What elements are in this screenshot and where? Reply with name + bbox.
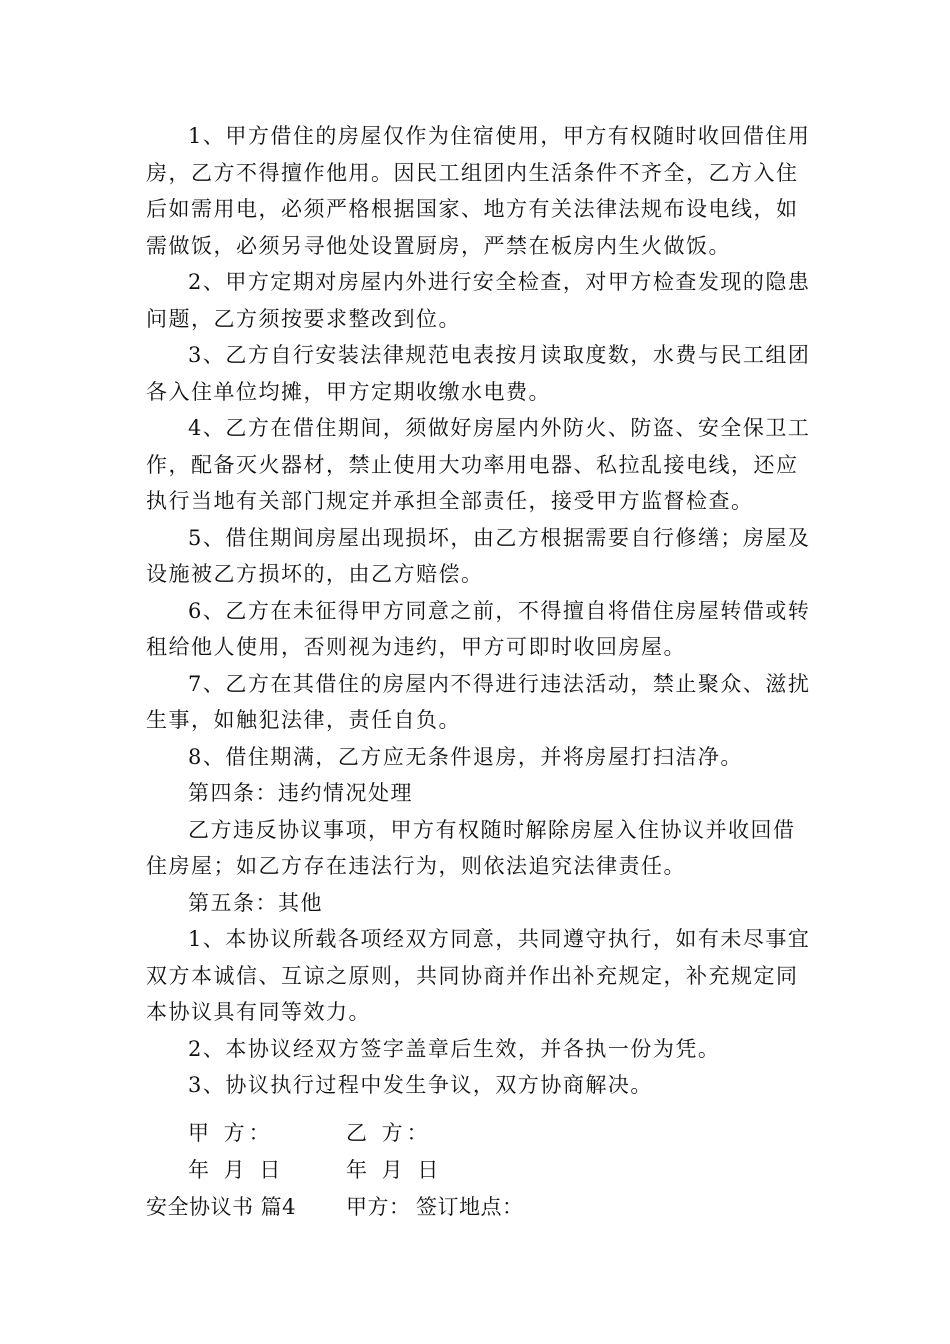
section-title: 安全协议书 篇4 — [146, 1195, 297, 1219]
paragraph — [146, 410, 818, 520]
paragraph-line: 双方本诚信、互谅之原则，共同协商并作出补充规定，补充规定同 — [146, 963, 799, 988]
paragraph-line: 设施被乙方损坏的，由乙方赔偿。 — [146, 562, 484, 586]
footer-party-a: 甲方： — [346, 1195, 411, 1219]
paragraph-line: 租给他人使用，否则视为违约，甲方可即时收回房屋。 — [146, 635, 686, 659]
paragraph — [146, 666, 818, 739]
signature-party-b: 乙 方： — [346, 1121, 432, 1145]
paragraph-line: 8、借住期满，乙方应无条件退房，并将房屋打扫洁净。 — [188, 744, 743, 769]
signature-party-a: 甲 方： — [188, 1121, 274, 1145]
paragraph-line: 7、乙方在其借住的房屋内不得进行违法活动，禁止聚众、滋扰 — [188, 671, 811, 696]
paragraph — [146, 118, 818, 264]
paragraph-line: 3、协议执行过程中发生争议，双方协商解决。 — [188, 1073, 653, 1097]
paragraph-line: 各入住单位均摊，甲方定期收缴水电费。 — [146, 379, 551, 404]
paragraph-line: 1、本协议所载各项经双方同意，共同遵守执行，如有未尽事宜 — [188, 927, 811, 951]
paragraph-line: 5、借住期间房屋出现损坏，由乙方根据需要自行修缮；房屋及 — [188, 525, 811, 550]
paragraph-line: 作，配备灭火器材，禁止使用大功率用电器、私拉乱接电线，还应 — [146, 452, 799, 477]
footer-location: 签订地点： — [416, 1195, 524, 1219]
paragraph-line: 执行当地有关部门规定并承担全部责任，接受甲方监督检查。 — [146, 489, 754, 513]
paragraph-line: 乙方违反协议事项，甲方有权随时解除房屋入住协议并收回借 — [188, 817, 796, 842]
paragraph-line: 6、乙方在未征得甲方同意之前，不得擅自将借住房屋转借或转 — [188, 598, 811, 623]
paragraph-line: 生事，如触犯法律，责任自负。 — [146, 708, 461, 732]
paragraph — [146, 775, 818, 812]
paragraph — [146, 520, 818, 593]
paragraph — [146, 1031, 818, 1068]
paragraph-line: 需做饭，必须另寻他处设置厨房，严禁在板房内生火做饭。 — [146, 233, 731, 258]
paragraph-line: 1、甲方借住的房屋仅作为住宿使用，甲方有权随时收回借住用 — [188, 124, 811, 148]
paragraph-line: 第五条：其他 — [188, 890, 323, 915]
paragraph-line: 第四条：违约情况处理 — [188, 781, 413, 805]
paragraph-line: 4、乙方在借住期间，须做好房屋内外防火、防盗、安全保卫工 — [188, 416, 811, 440]
paragraph — [146, 921, 818, 1031]
paragraph — [146, 885, 818, 922]
signature-date-b: 年 月 日 — [346, 1158, 443, 1182]
paragraph-line: 问题，乙方须按要求整改到位。 — [146, 306, 461, 331]
paragraph — [146, 739, 818, 776]
paragraph-line: 房，乙方不得擅作他用。因民工组团内生活条件不齐全，乙方入住 — [146, 160, 799, 185]
paragraph-line: 3、乙方自行安装法律规范电表按月读取度数，水费与民工组团 — [188, 343, 811, 367]
paragraph-line: 2、本协议经双方签字盖章后生效，并各执一份为凭。 — [188, 1036, 721, 1061]
document-body — [146, 118, 818, 1104]
paragraph-line: 住房屋；如乙方存在违法行为，则依法追究法律责任。 — [146, 854, 686, 878]
paragraph — [146, 812, 818, 885]
paragraph — [146, 593, 818, 666]
paragraph — [146, 337, 818, 410]
paragraph-line: 本协议具有同等效力。 — [146, 1000, 371, 1024]
paragraph-line: 2、甲方定期对房屋内外进行安全检查，对甲方检查发现的隐患 — [188, 270, 811, 294]
signature-date-a: 年 月 日 — [188, 1158, 285, 1182]
paragraph — [146, 1067, 818, 1104]
paragraph-line: 后如需用电，必须严格根据国家、地方有关法律法规布设电线，如 — [146, 197, 799, 221]
paragraph — [146, 264, 818, 337]
